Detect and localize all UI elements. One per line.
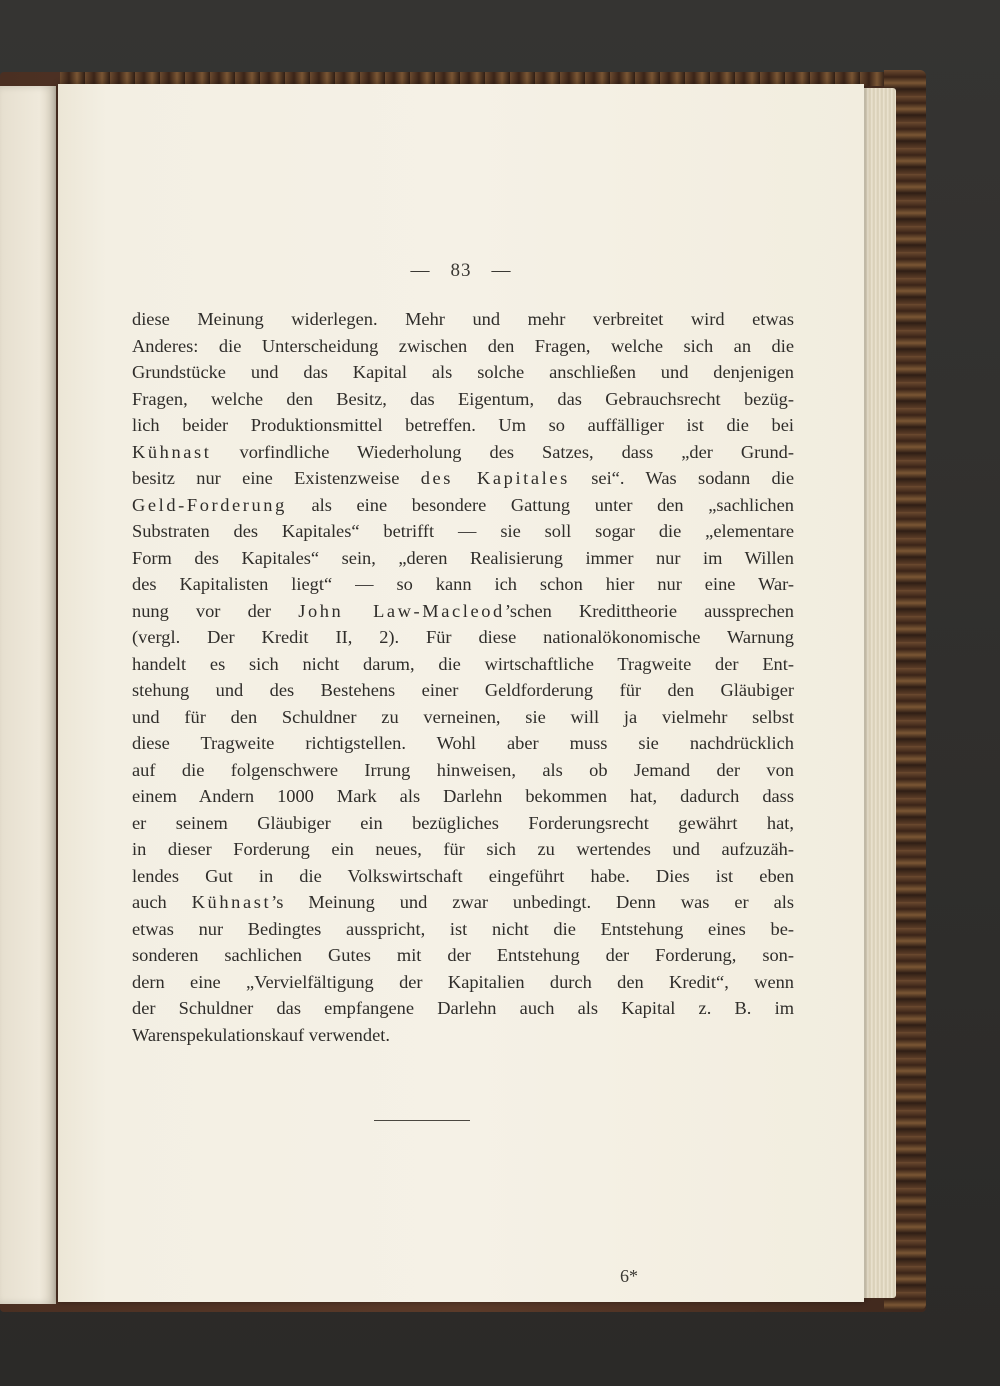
previous-page-sliver: [0, 86, 56, 1304]
text-segment: sonderen sachlichen Gutes mit der Entstehung der Forderung, son-: [132, 945, 794, 965]
page-number-dash-right: —: [491, 260, 512, 281]
text-segment: einem Andern 1000 Mark als Darlehn bekommen hat, dadurch dass: [132, 786, 794, 806]
text-line: [132, 571, 794, 598]
text-segment: (vergl. Der Kredit II, 2). Für diese nationalökonomische Warnung: [132, 627, 794, 647]
text-line: [132, 545, 794, 572]
text-segment: er seinem Gläubiger ein bezügliches Forderungsrecht gewährt hat,: [132, 812, 794, 833]
text-segment: lendes Gut in die Volkswirtschaft eingeführt habe. Dies ist eben: [132, 865, 794, 886]
book-page: [58, 84, 864, 1302]
text-line: [132, 942, 794, 969]
text-line: [132, 386, 794, 413]
text-line: [132, 757, 794, 784]
text-segment: lich beider Produktionsmittel betreffen. Um so auffälliger ist die bei: [132, 415, 794, 435]
text-line: [132, 306, 794, 333]
text-line: [132, 359, 794, 386]
text-segment: auch: [132, 892, 192, 912]
text-segment: Form des Kapitales“ sein, „deren Realisierung immer nur im Willen: [132, 547, 794, 568]
text-segment: sei“. Was sodann die: [569, 468, 794, 488]
emphasized-text: Geld-Forderung: [132, 494, 287, 515]
text-segment: Substraten des Kapitales“ betrifft — sie soll sogar die „elementare: [132, 521, 794, 541]
text-segment: als eine besondere Gattung unter den „sachlichen: [286, 494, 794, 515]
text-segment: der Schuldner das empfangene Darlehn auch als Kapital z. B. im: [132, 998, 794, 1018]
text-segment: nung vor der: [132, 600, 299, 621]
text-line: [132, 704, 794, 731]
text-segment: vorfindliche Wiederholung des Satzes, dass „der Grund-: [211, 441, 794, 462]
text-line: [132, 863, 794, 890]
text-segment: dern eine „Vervielfältigung der Kapitalien durch den Kredit“, wenn: [132, 971, 794, 992]
page-number-header: [58, 260, 864, 282]
text-segment: auf die folgenschwere Irrung hinweisen, als ob Jemand der von: [132, 759, 794, 780]
text-line: [132, 969, 794, 996]
text-line: [132, 995, 794, 1022]
text-line: [132, 412, 794, 439]
text-segment: ’schen Kredittheorie aussprechen: [504, 600, 794, 621]
text-line: [132, 333, 794, 360]
text-segment: besitz nur eine Existenzweise: [132, 468, 421, 488]
text-segment: etwas nur Bedingtes ausspricht, ist nicht die Entstehung eines be-: [132, 918, 794, 939]
text-line: [132, 836, 794, 863]
printer-signature-mark: 6*: [620, 1266, 638, 1286]
page-number-dash-left: —: [410, 260, 431, 281]
text-segment: stehung und des Bestehens einer Geldforderung für den Gläubiger: [132, 680, 794, 700]
emphasized-text: Kühnast: [191, 892, 272, 912]
text-line: [132, 916, 794, 943]
text-line: [132, 518, 794, 545]
text-segment: in dieser Forderung ein neues, für sich zu wertendes und aufzuzäh-: [132, 839, 794, 859]
text-line: [132, 439, 794, 466]
section-end-rule: [374, 1120, 470, 1121]
text-line: [132, 889, 794, 916]
emphasized-text: des Kapitales: [420, 468, 570, 488]
text-line: [132, 598, 794, 625]
text-segment: und für den Schuldner zu verneinen, sie will ja vielmehr selbst: [132, 706, 794, 727]
text-segment: diese Tragweite richtigstellen. Wohl aber muss sie nachdrücklich: [132, 733, 794, 753]
text-line: [132, 730, 794, 757]
text-segment: des Kapitalisten liegt“ — so kann ich schon hier nur eine War-: [132, 574, 794, 594]
text-segment: Warenspekulationskauf verwendet.: [132, 1024, 390, 1045]
text-line: [132, 492, 794, 519]
text-line: [132, 651, 794, 678]
emphasized-text: John Law-Macleod: [298, 600, 505, 621]
emphasized-text: Kühnast: [132, 441, 212, 462]
text-line: [132, 1022, 794, 1049]
body-text: [132, 306, 794, 1048]
text-line: [132, 810, 794, 837]
text-line: [132, 783, 794, 810]
page-number: 83: [450, 260, 472, 281]
text-segment: Anderes: die Unterscheidung zwischen den Fragen, welche sich an die: [132, 335, 794, 356]
text-line: [132, 677, 794, 704]
text-segment: ’s Meinung und zwar unbedingt. Denn was er als: [271, 892, 794, 912]
text-segment: Grundstücke und das Kapital als solche anschließen und denjenigen: [132, 362, 794, 382]
text-line: [132, 624, 794, 651]
text-segment: diese Meinung widerlegen. Mehr und mehr verbreitet wird etwas: [132, 309, 794, 329]
text-segment: handelt es sich nicht darum, die wirtschaftliche Tragweite der Ent-: [132, 653, 794, 674]
text-segment: Fragen, welche den Besitz, das Eigentum, das Gebrauchsrecht bezüg-: [132, 388, 794, 409]
text-line: [132, 465, 794, 492]
